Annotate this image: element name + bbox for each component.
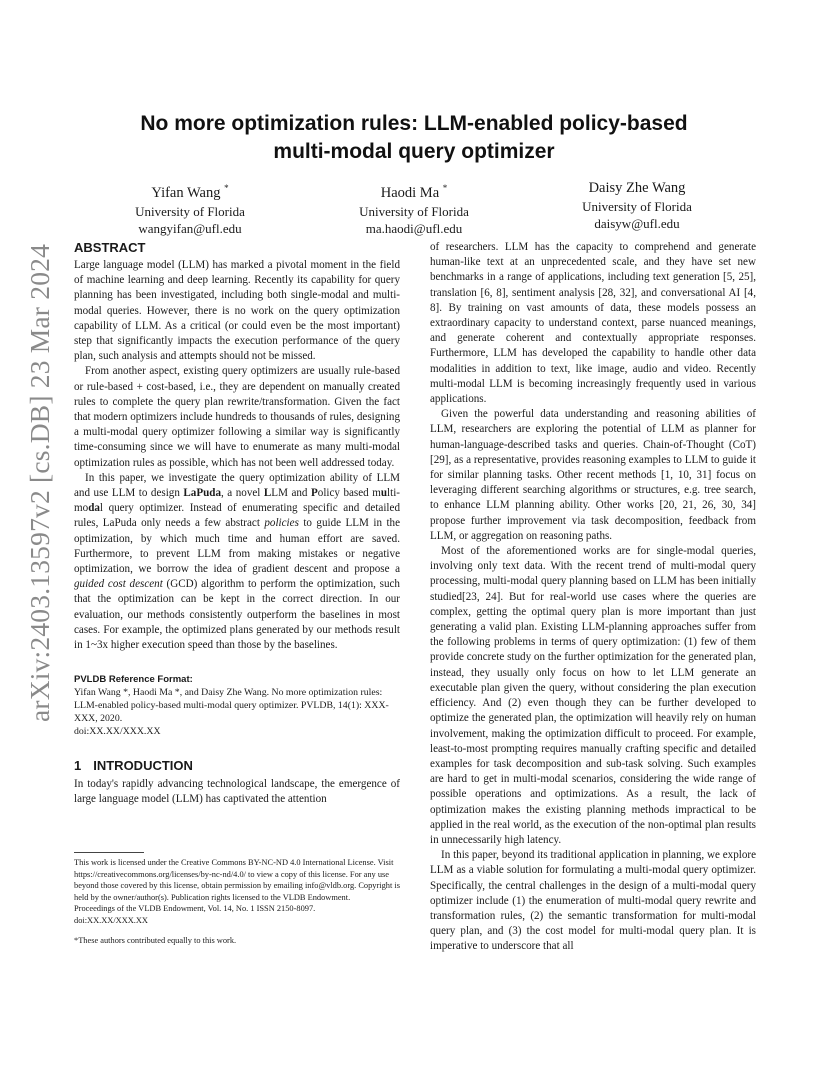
- footnote-rule: [74, 852, 144, 853]
- introduction-paragraph-1: In today's rapidly advancing technological landscape, the emergence of large language model (LLM) has captivated the attention: [74, 778, 400, 806]
- proceedings-footnote: Proceedings of the VLDB Endowment, Vol. 14, No. 1 ISSN 2150-8097.: [74, 904, 316, 914]
- author-affiliation: University of Florida: [582, 199, 692, 214]
- author-name: Daisy Zhe Wang: [588, 180, 686, 196]
- author-2: [304, 178, 524, 237]
- right-column: [430, 240, 756, 955]
- author-1: [80, 178, 300, 237]
- intro-paragraph-continued: of researchers. LLM has the capacity to comprehend and generate human-like text at an unprecedented scale, and they have set new benchmarks in a range of applications, including text generation [5, 25], translation [6, 8], sentiment analysis [28, 32], and conversational AI [4, 8]. By training on vast amounts of data, these models possess an extraordinary capacity to understand context, parse nuanced meanings, and generate coherent and contextually appropriate responses. Furthermore, LLM has developed the capability to handle other data modalities in addition to text, like image, audio and video. Recently multi-modal LLM is becoming increasingly frequently used in various applications.: [430, 241, 756, 406]
- abstract-paragraph-1: Large language model (LLM) has marked a pivotal moment in the field of machine learning and deep learning. Recently its capability for query planning has been investigated, including both single-modal and multi-modal queries. However, there is no work on the query optimization capability of LLM. As a critical (or could even be the most important) step that significantly impacts the execution performance of the query plan, such analysis and attempts should not be missed.: [74, 259, 400, 363]
- intro-paragraph-2: Given the powerful data understanding and reasoning abilities of LLM, researchers are exploring the potential of LLM as planner for human-language-described tasks and queries. Chain-of-Thought (CoT) [29], as a representative, provides reasoning examples to LLM to guide it for similar planning tasks. Other recent methods [1, 10, 31] focus on leveraging different searching algorithms or structures, e.g. tree search, to enhance LLM planning ability. Other works [20, 21, 26, 30, 34] propose further improvement via task decomposition, feedback from LLM, or aggregation on reasoning paths.: [430, 408, 756, 542]
- left-column: [74, 240, 400, 808]
- title-line-2: multi-modal query optimizer: [273, 140, 555, 163]
- equal-contribution-mark: *: [224, 183, 229, 193]
- author-email: wangyifan@ufl.edu: [138, 220, 242, 236]
- paper-title: [100, 110, 728, 166]
- arxiv-identifier: arXiv:2403.13597v2 [cs.DB] 23 Mar 2024: [24, 243, 55, 722]
- abstract-heading: ABSTRACT: [74, 240, 146, 255]
- equal-contribution-footnote: *These authors contributed equally to this work.: [74, 935, 237, 945]
- abstract-paragraph-2: From another aspect, existing query optimizers are usually rule-based or rule-based + cost-based, i.e., they are dependent on manually created rules to complete the query plan rewrite/transformation. Given the fact that modern optimizers include hundreds to thousands of rules, designing a multi-modal query optimizer following a similar way is significantly time-consuming since we will have to enumerate as many multi-modal optimization rules as possible, which has not been well addressed today.: [74, 365, 400, 469]
- footnotes: [74, 852, 400, 946]
- equal-contribution-mark: *: [442, 183, 448, 193]
- author-email: daisyw@ufl.edu: [594, 216, 680, 231]
- introduction-heading: [74, 758, 400, 774]
- license-footnote: This work is licensed under the Creative Commons BY-NC-ND 4.0 International License. Visit https://creativecommons.org/licenses/by-nc-nd/4.0/ to view a copy of this license. For any use beyond those covered by this license, obtain permission by emailing info@vldb.org. Copyright is held by the owner/author(s). Publication rights licensed to the VLDB Endowment.: [74, 858, 400, 902]
- reference-format-doi: doi:XX.XX/XXX.XX: [74, 726, 161, 738]
- section-number: 1: [74, 758, 82, 774]
- author-affiliation: University of Florida: [135, 203, 245, 219]
- arxiv-side-stamp: [20, 243, 60, 722]
- section-title: INTRODUCTION: [93, 758, 193, 774]
- policies-emphasis: policies: [264, 517, 299, 530]
- author-email: ma.haodi@ufl.edu: [365, 220, 463, 236]
- author-name: Yifan Wang: [151, 184, 221, 201]
- system-name-lapuda: LaPuda: [183, 487, 221, 500]
- gcd-emphasis: guided cost descent: [74, 578, 163, 591]
- title-line-1: No more optimization rules: LLM-enabled policy-based: [140, 112, 688, 135]
- doi-footnote: doi:XX.XX/XXX.XX: [74, 915, 148, 925]
- reference-format-body: Yifan Wang *, Haodi Ma *, and Daisy Zhe Wang. No more optimization rules: LLM-enabled policy-based multi-modal query optimizer. PVLDB, 14(1): XXX-XXX, 2020.: [74, 687, 389, 725]
- intro-paragraph-3: Most of the aforementioned works are for single-modal queries, involving only text data. With the recent trend of multi-modal query processing, multi-modal query planning based on LLM has been initially studied[23, 24]. But for real-world use cases where the queries are complex, getting the optimal query plan is more important than just generating a valid plan. Existing LLM-planning approaches suffer from the following problems in terms of query optimization: (1) few of them provide concrete study on the further optimization for the generated plan, instead, they usually only focus on how to let LLM generate an executable plan given the query, without considering the plan execution efficiency. And (2) even though they can be further developed to optimize the generated plan, the optimization will heavily rely on human involvement, making the optimization difficult to proceed. For example, least-to-most prompting requires manually crafting specific and detailed examples for task decomposition and sub-task solving. Such examples are hard to get in multi-modal scenarios, considering the wide range of possible operations and optimizations. As a result, the lack of optimization makes the existing planning methods impractical to be applied in the real world, as the execution of the non-optimal plan results in unnecessarily high latency.: [430, 545, 756, 846]
- author-3: [527, 178, 747, 232]
- abstract-paragraph-3: In this paper, we investigate the query optimization ability of LLM and use LLM to design LaPuda, a novel LLM and Policy based multi-modal query optimizer. Instead of enumerating specific and detailed rules, LaPuda only needs a few abstract policies to guide LLM in the optimization, by which much time and human effort are saved. Furthermore, to prevent LLM from making mistakes or negative optimization, we borrow the idea of gradient descent and propose a guided cost descent (GCD) algorithm to perform the optimization, such that the optimization can be kept in the correct direction. In our evaluation, our methods consistently outperform the baselines in most cases. For example, the optimized plans generated by our methods result in 1~3x higher execution speed than those by the baselines.: [74, 471, 400, 652]
- reference-format-heading: PVLDB Reference Format:: [74, 674, 193, 686]
- author-affiliation: University of Florida: [359, 203, 469, 219]
- intro-paragraph-4: In this paper, beyond its traditional application in planning, we explore LLM as a viable solution for formulating a multi-modal query optimizer. Specifically, the central challenges in the design of a multi-modal query optimizer include (1) the enumeration of multi-modal query rewrite and transformation rules, (2) the semantic transformation for multi-modal query plan, and (3) the cost model for multi-modal query plan. It is imperative to underscore that all: [430, 849, 756, 953]
- author-name: Haodi Ma: [380, 184, 440, 201]
